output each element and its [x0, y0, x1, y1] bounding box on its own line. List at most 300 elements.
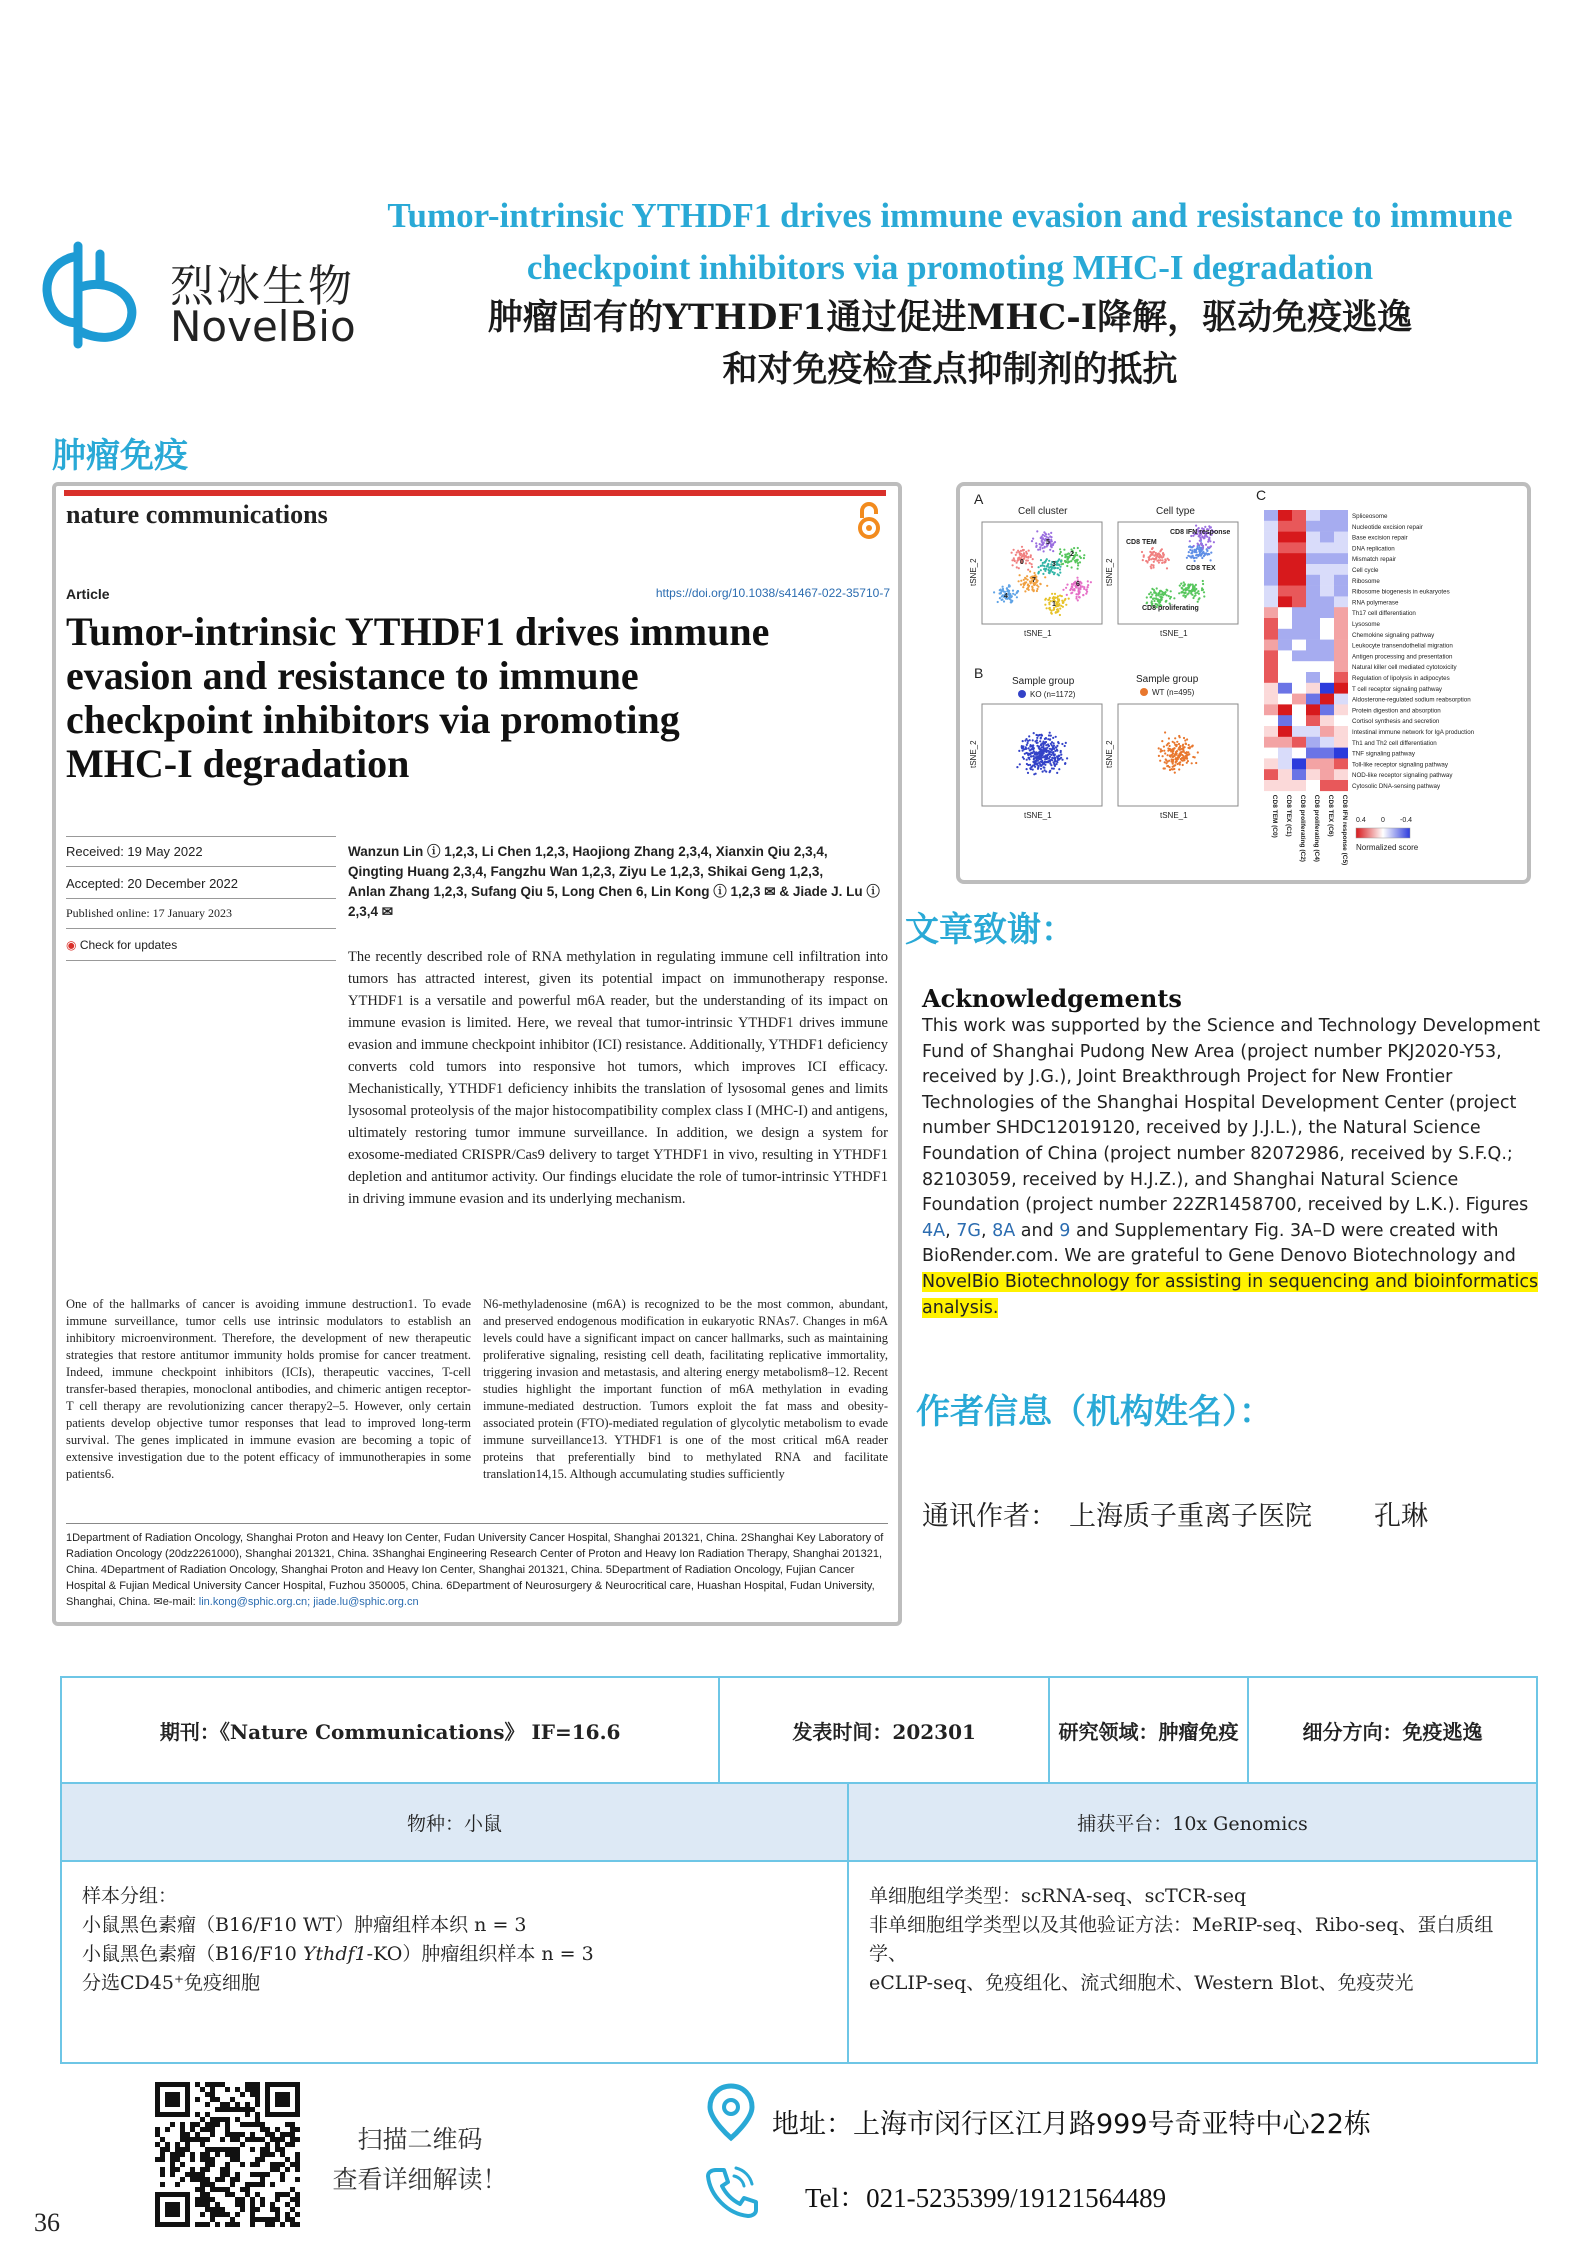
scatter-point — [1161, 562, 1163, 564]
scatter-point — [1066, 584, 1068, 586]
heatmap-column-label: CD8 TEX (C6) — [1327, 794, 1334, 837]
qr-module — [250, 2092, 255, 2097]
scatter-point — [1002, 586, 1004, 588]
qr-module — [205, 2082, 210, 2087]
scatter-point — [1050, 539, 1052, 541]
scatter-point — [1164, 558, 1166, 560]
scatter-point — [1173, 742, 1175, 744]
scatter-point — [1042, 573, 1044, 575]
divider — [66, 928, 336, 929]
qr-module — [280, 2162, 285, 2167]
scatter-point — [1040, 768, 1042, 770]
pathway-label: Aldosterone-regulated sodium reabsorption — [1352, 696, 1471, 704]
scatter-point — [1188, 587, 1190, 589]
scatter-point — [1197, 590, 1199, 592]
qr-module — [210, 2182, 215, 2187]
pathway-label: Cell cycle — [1352, 567, 1379, 574]
scatter-point — [1021, 546, 1023, 548]
scatter-point — [1024, 753, 1026, 755]
scatter-point — [1055, 763, 1057, 765]
scatter-point — [1017, 550, 1019, 552]
qr-module — [275, 2197, 280, 2202]
scatter-point — [1040, 569, 1042, 571]
scatter-point — [1042, 750, 1044, 752]
qr-module — [160, 2152, 165, 2157]
qr-module — [255, 2137, 260, 2142]
heatmap-cell — [1292, 758, 1306, 769]
scatter-point — [1210, 552, 1212, 554]
fig-link[interactable]: 7G — [956, 1220, 981, 1241]
qr-module — [295, 2157, 300, 2162]
qr-module — [210, 2097, 215, 2102]
scatter-point — [1052, 571, 1054, 573]
scatter-point — [1168, 760, 1170, 762]
scatter-point — [1041, 761, 1043, 763]
qr-module — [195, 2137, 200, 2142]
qr-module — [295, 2127, 300, 2132]
qr-module — [250, 2202, 255, 2207]
qr-module — [275, 2207, 280, 2212]
heatmap-cell — [1292, 553, 1306, 564]
cluster-label: 2 — [1070, 551, 1074, 558]
qr-module — [285, 2157, 290, 2162]
qr-module — [190, 2177, 195, 2182]
scatter-point — [1185, 595, 1187, 597]
check-updates-icon: ◉ — [66, 938, 77, 952]
scatter-point — [1043, 561, 1045, 563]
scatter-point — [1046, 585, 1048, 587]
scatter-point — [1049, 570, 1051, 572]
article-title-line: evasion and resistance to immune — [66, 653, 639, 698]
mail-icon: ✉ — [153, 1596, 163, 1608]
fig-link[interactable]: 8A — [992, 1220, 1016, 1241]
scatter-point — [1190, 592, 1192, 594]
qr-module — [225, 2102, 230, 2107]
scatter-point — [1014, 560, 1016, 562]
scatter-point — [1071, 566, 1073, 568]
heatmap-cell — [1278, 661, 1292, 672]
qr-module — [235, 2137, 240, 2142]
heatmap-cell — [1292, 694, 1306, 705]
scatter-point — [1024, 577, 1026, 579]
study-info-table — [60, 1676, 1538, 2064]
scatter-point — [1213, 541, 1215, 543]
qr-module — [175, 2157, 180, 2162]
heatmap-cell — [1306, 542, 1320, 553]
qr-module — [260, 2147, 265, 2152]
scatter-point — [1057, 573, 1059, 575]
heatmap-cell — [1264, 650, 1278, 661]
scatter-point — [1198, 597, 1200, 599]
scatter-point — [1179, 749, 1181, 751]
scatter-point — [1183, 737, 1185, 739]
scatter-point — [1019, 553, 1021, 555]
heatmap-cell — [1306, 618, 1320, 629]
scatter-point — [1061, 759, 1063, 761]
qr-module — [255, 2157, 260, 2162]
scatter-point — [1204, 526, 1206, 528]
scatter-point — [1059, 572, 1061, 574]
scatter-point — [1195, 554, 1197, 556]
qr-module — [170, 2167, 175, 2172]
scatter-point — [1014, 594, 1016, 596]
scatter-point — [1178, 762, 1180, 764]
heatmap-cell — [1334, 737, 1348, 748]
qr-module — [230, 2182, 235, 2187]
cluster-label: 0 — [1020, 559, 1024, 566]
article-title-line: MHC-I degradation — [66, 741, 410, 786]
scatter-point — [1060, 563, 1062, 565]
scatter-point — [993, 591, 995, 593]
scatter-point — [1083, 557, 1085, 559]
qr-module — [235, 2107, 240, 2112]
scatter-point — [1186, 557, 1188, 559]
qr-module — [290, 2217, 295, 2222]
qr-module — [190, 2172, 195, 2177]
qr-module — [275, 2142, 280, 2147]
scatter-point — [1036, 530, 1038, 532]
qr-module — [205, 2167, 210, 2172]
scatter-point — [1046, 607, 1048, 609]
qr-module — [155, 2157, 160, 2162]
qr-module — [255, 2192, 260, 2197]
cell-cluster-title: Cell cluster — [1018, 506, 1068, 517]
heatmap-cell — [1306, 726, 1320, 737]
heatmap-cell — [1278, 683, 1292, 694]
heatmap-cell — [1320, 780, 1334, 791]
qr-module — [240, 2162, 245, 2167]
qr-module — [155, 2082, 190, 2087]
heatmap-cell — [1334, 683, 1348, 694]
qr-module — [210, 2217, 215, 2222]
fig-link[interactable]: 9 — [1059, 1220, 1071, 1241]
qr-module — [265, 2082, 270, 2117]
author-line: Anlan Zhang 1,2,3, Sufang Qiu 5, Long Chen 6, Lin Kong ⓘ 1,2,3 ✉ & Jiade J. Lu ⓘ 2,3,4 ✉ — [348, 884, 880, 919]
scatter-point — [1045, 536, 1047, 538]
heatmap-cell — [1264, 575, 1278, 586]
pathway-label: Mismatch repair — [1352, 556, 1397, 564]
heatmap-cell — [1306, 661, 1320, 672]
heatmap-cell — [1278, 715, 1292, 726]
qr-module — [215, 2177, 220, 2182]
heatmap-cell — [1292, 564, 1306, 575]
qr-module — [245, 2137, 250, 2142]
scale-label: Normalized score — [1356, 843, 1419, 852]
scatter-point — [1194, 560, 1196, 562]
qr-module — [205, 2202, 210, 2207]
qr-module — [295, 2192, 300, 2197]
scatter-point — [1184, 592, 1186, 594]
heatmap-cell — [1278, 618, 1292, 629]
heatmap-cell — [1334, 704, 1348, 715]
scatter-point — [1037, 768, 1039, 770]
scatter-point — [1031, 586, 1033, 588]
ack-part1: This work was supported by the Science and Technology Development Fund of Shanghai Pudong New Area (project number PKJ2020-Y53, received by J.G.), Joint Breakthrough Project for New Frontier Technologies of the Shanghai Hospital Development Center (project number SHDC12019120, received by J.J.L.), the Natural Science Foundation of China (project number 82072986, received by S.F.Q.; 82103059, received by H.J.Z.), and Shanghai Natural Science Foundation (project number 22ZR1458700, received by L.K.). Figures — [922, 1016, 1541, 1216]
scatter-point — [1155, 557, 1157, 559]
qr-module — [290, 2137, 295, 2142]
scatter-point — [1044, 764, 1046, 766]
scatter-point — [1033, 755, 1035, 757]
qr-module — [190, 2167, 195, 2172]
scatter-point — [1192, 586, 1194, 588]
qr-module — [180, 2162, 185, 2167]
pathway-label: Antigen processing and presentation — [1352, 653, 1453, 661]
qr-module — [210, 2162, 215, 2167]
scatter-point — [1044, 769, 1046, 771]
scatter-point — [1035, 546, 1037, 548]
qr-module — [240, 2122, 245, 2127]
scatter-point — [1208, 539, 1210, 541]
qr-module — [295, 2082, 300, 2117]
heatmap-cell — [1278, 769, 1292, 780]
heatmap-cell — [1292, 672, 1306, 683]
scatter-point — [1020, 584, 1022, 586]
qr-module — [255, 2122, 260, 2127]
scatter-point — [1048, 602, 1050, 604]
qr-module — [245, 2187, 250, 2192]
qr-module — [175, 2147, 180, 2152]
scatter-point — [1064, 560, 1066, 562]
qr-module — [160, 2172, 165, 2177]
check-updates[interactable] — [66, 938, 177, 952]
corresponding-author — [922, 1494, 1428, 1533]
scatter-point — [1056, 750, 1058, 752]
heatmap-cell — [1334, 510, 1348, 521]
heatmap-cell — [1292, 683, 1306, 694]
fig-link[interactable]: 4A — [922, 1220, 946, 1241]
qr-module — [225, 2187, 230, 2192]
qr-module — [235, 2212, 240, 2217]
scatter-point — [1060, 551, 1062, 553]
qr-module — [225, 2152, 230, 2157]
scatter-point — [1050, 759, 1052, 761]
scatter-point — [1171, 758, 1173, 760]
qr-code[interactable] — [155, 2082, 300, 2227]
scatter-point — [1011, 559, 1013, 561]
qr-module — [200, 2192, 205, 2197]
scatter-point — [1032, 739, 1034, 741]
tsne2-label: tSNE_2 — [1105, 740, 1114, 768]
scatter-point — [1028, 550, 1030, 552]
heatmap-cell — [1334, 694, 1348, 705]
pathway-label: Th17 cell differentiation — [1352, 610, 1416, 618]
pathway-label: TNF signaling pathway — [1352, 750, 1415, 758]
qr-module — [295, 2197, 300, 2202]
scatter-point — [1151, 594, 1153, 596]
scatter-point — [1049, 748, 1051, 750]
heatmap-cell — [1264, 704, 1278, 715]
qr-module — [220, 2167, 225, 2172]
qr-module — [205, 2157, 210, 2162]
scatter-point — [1184, 583, 1186, 585]
scatter-point — [1203, 595, 1205, 597]
cluster-label: 7 — [1032, 577, 1036, 584]
scatter-point — [1038, 571, 1040, 573]
qr-module — [225, 2107, 230, 2112]
heatmap-cell — [1264, 553, 1278, 564]
scatter-point — [1159, 550, 1161, 552]
heatmap-cell — [1334, 661, 1348, 672]
scatter-point — [1200, 542, 1202, 544]
qr-module — [270, 2207, 275, 2212]
qr-module — [210, 2082, 215, 2087]
heatmap-cell — [1278, 521, 1292, 532]
qr-module — [175, 2182, 180, 2187]
doi-link[interactable]: https://doi.org/10.1038/s41467-022-35710-7 — [655, 586, 890, 600]
qr-module — [205, 2092, 210, 2097]
qr-module — [235, 2202, 240, 2207]
scatter-point — [1061, 595, 1063, 597]
scatter-point — [1079, 561, 1081, 563]
scatter-point — [1155, 552, 1157, 554]
qr-module — [160, 2182, 165, 2187]
qr-module — [235, 2172, 240, 2177]
heatmap-cell — [1264, 607, 1278, 618]
qr-module — [170, 2162, 175, 2167]
heatmap-cell — [1306, 737, 1320, 748]
qr-module — [245, 2107, 250, 2112]
qr-module — [295, 2162, 300, 2167]
qr-module — [250, 2132, 255, 2137]
scatter-point — [1010, 599, 1012, 601]
qr-module — [205, 2112, 210, 2117]
scatter-point — [1148, 593, 1150, 595]
scatter-point — [1031, 566, 1033, 568]
scatter-point — [1151, 554, 1153, 556]
scatter-point — [1182, 760, 1184, 762]
scatter-point — [1167, 558, 1169, 560]
scatter-point — [1042, 547, 1044, 549]
scatter-point — [1191, 549, 1193, 551]
scatter-point — [1153, 554, 1155, 556]
scatter-point — [1152, 598, 1154, 600]
qr-module — [195, 2177, 200, 2182]
qr-module — [170, 2122, 175, 2127]
grouping-title: 样本分组： — [82, 1885, 178, 1907]
scatter-point — [1188, 551, 1190, 553]
tsne1-label: tSNE_1 — [1160, 811, 1188, 820]
scatter-point — [1163, 750, 1165, 752]
scatter-point — [1050, 545, 1052, 547]
heatmap-cell — [1264, 596, 1278, 607]
tsne1-label: tSNE_1 — [1024, 629, 1052, 638]
scatter-point — [1070, 592, 1072, 594]
qr-module — [285, 2192, 290, 2197]
pathway-label: Leukocyte transendothelial migration — [1352, 642, 1453, 650]
scatter-point — [1172, 768, 1174, 770]
scatter-point — [1189, 540, 1191, 542]
qr-module — [155, 2127, 160, 2132]
scatter-point — [1199, 540, 1201, 542]
scatter-point — [1202, 583, 1204, 585]
scatter-point — [1032, 745, 1034, 747]
scatter-point — [1057, 600, 1059, 602]
scatter-point — [1053, 763, 1055, 765]
cluster-label: 3 — [1052, 561, 1056, 568]
scatter-point — [1201, 557, 1203, 559]
qr-module — [260, 2137, 265, 2142]
type-label: CD8 TEM — [1126, 539, 1157, 546]
scatter-point — [1047, 599, 1049, 601]
heatmap-cell — [1264, 618, 1278, 629]
scatter-point — [1032, 538, 1034, 540]
qr-module — [215, 2117, 220, 2122]
scatter-point — [1186, 738, 1188, 740]
heatmap-cell — [1334, 553, 1348, 564]
pathway-label: Spliceosome — [1352, 513, 1388, 520]
cluster-label: 1 — [1052, 601, 1056, 608]
scatter-point — [1059, 608, 1061, 610]
qr-module — [260, 2127, 265, 2132]
brand-name-cn: 烈冰生物 — [170, 261, 354, 312]
scatter-point — [1062, 602, 1064, 604]
qr-module — [225, 2117, 230, 2122]
tsne2-label: tSNE_2 — [969, 740, 978, 768]
qr-module — [220, 2212, 225, 2217]
qr-module — [200, 2142, 205, 2147]
scatter-point — [1026, 759, 1028, 761]
tsne1-label: tSNE_1 — [1024, 811, 1052, 820]
qr-module — [215, 2222, 220, 2227]
scatter-point — [1149, 551, 1151, 553]
scatter-point — [1185, 752, 1187, 754]
scatter-point — [1040, 559, 1042, 561]
qr-module — [195, 2202, 200, 2207]
qr-module — [230, 2152, 235, 2157]
scatter-point — [1196, 557, 1198, 559]
pub-date-cell: 发表时间：202301 — [719, 1677, 1049, 1783]
wt-legend: WT (n=495) — [1152, 688, 1195, 697]
scatter-point — [1187, 751, 1189, 753]
scatter-point — [1029, 570, 1031, 572]
scatter-point — [1045, 598, 1047, 600]
scatter-point — [1033, 757, 1035, 759]
qr-module — [285, 2122, 290, 2127]
email-links[interactable]: lin.kong@sphic.org.cn; jiade.lu@sphic.org.cn — [198, 1596, 419, 1608]
gene-name: Ythdf1 — [302, 1943, 367, 1965]
qr-module — [255, 2097, 260, 2102]
qr-module — [230, 2107, 235, 2112]
page-number: 36 — [34, 2208, 60, 2237]
figure-graphic — [960, 486, 1527, 880]
heatmap-cell — [1320, 618, 1334, 629]
scatter-point — [1026, 744, 1028, 746]
scatter-point — [1087, 584, 1089, 586]
qr-module — [205, 2137, 210, 2142]
qr-module — [190, 2137, 195, 2142]
scatter-point — [1039, 583, 1041, 585]
scatter-point — [1027, 557, 1029, 559]
ack-part2: and Supplementary Fig. 3A–D were created with BioRender.com. We are grateful to Gene Denovo Biotechnology and — [922, 1220, 1516, 1267]
scatter-point — [1064, 598, 1066, 600]
heatmap-cell — [1306, 640, 1320, 651]
scatter-point — [1051, 593, 1053, 595]
qr-module — [295, 2167, 300, 2172]
scatter-point — [1049, 739, 1051, 741]
qr-module — [265, 2172, 270, 2177]
scatter-point — [1061, 743, 1063, 745]
qr-module — [210, 2117, 215, 2122]
qr-module — [220, 2102, 225, 2107]
scatter-point — [1150, 566, 1152, 568]
scatter-point — [1202, 551, 1204, 553]
qr-module — [275, 2192, 280, 2197]
scatter-point — [1181, 587, 1183, 589]
article-title — [66, 610, 846, 786]
scatter-point — [1174, 764, 1176, 766]
scatter-point — [1173, 597, 1175, 599]
pathway-label: Ribosome biogenesis in eukaryotes — [1352, 588, 1450, 596]
